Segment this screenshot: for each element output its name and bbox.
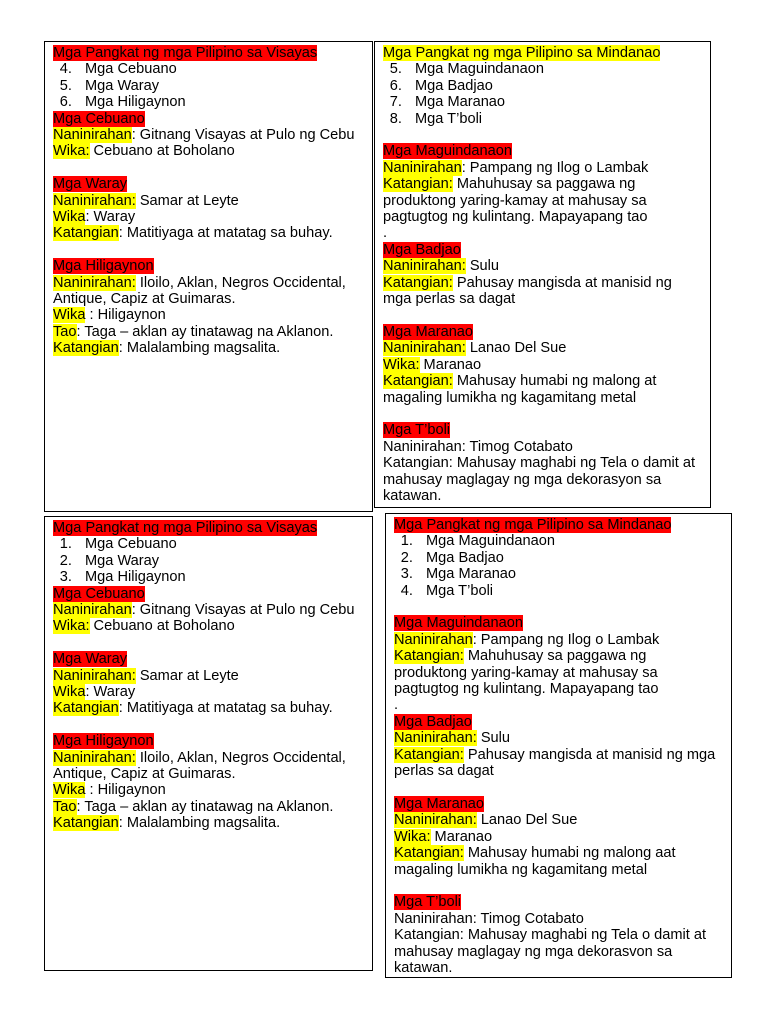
label-naninirahan: Naninirahan xyxy=(394,631,473,648)
list-item: 2. Mga Badjao xyxy=(417,550,723,566)
label-wika: Wika xyxy=(53,307,86,324)
value-naninirahan: Samar at Leyte xyxy=(135,192,239,209)
list-item: 6. Mga Badjao xyxy=(406,78,702,94)
list-item: 4. Mga Cebuano xyxy=(76,61,364,77)
section-heading-waray: Mga Waray xyxy=(53,651,128,668)
field-naninirahan xyxy=(53,275,364,308)
label-katangian: Katangian xyxy=(53,340,119,357)
value-wika: : Hiligaynon xyxy=(85,307,166,324)
label-katangian: Katangian xyxy=(53,700,119,717)
section-heading-maguindanaon: Mga Maguindanaon xyxy=(394,615,524,632)
value-naninirahan: Samar at Leyte xyxy=(135,667,239,684)
value-wika: Maranao xyxy=(419,356,482,373)
field-wika xyxy=(53,782,364,798)
value-naninirahan: Lanao Del Sue xyxy=(465,340,567,357)
label-katangian: Katangian: xyxy=(394,648,464,665)
label-naninirahan: Naninirahan: xyxy=(383,258,466,275)
value-naninirahan: Sulu xyxy=(465,258,500,275)
value-tao: : Taga – aklan ay tinatawag na Aklanon. xyxy=(76,323,334,340)
card-title: Mga Pangkat ng mga Pilipino sa Mindanao xyxy=(383,45,661,61)
group-list xyxy=(394,533,723,599)
card-title: Mga Pangkat ng mga Pilipino sa Visayas xyxy=(53,520,318,536)
field-wika xyxy=(394,829,723,845)
field-naninirahan xyxy=(394,812,723,828)
label-katangian: Katangian: xyxy=(383,274,453,291)
label-naninirahan: Naninirahan: xyxy=(383,340,466,357)
value-katangian: : Matitiyaga at matatag sa buhay. xyxy=(118,700,333,717)
field-katangian xyxy=(53,225,364,241)
value-naninirahan: : Gitnang Visayas at Pulo ng Cebu xyxy=(131,602,355,619)
label-katangian: Katangian: xyxy=(383,373,453,390)
list-item: 1. Mga Maguindanaon xyxy=(417,533,723,549)
section-heading-maranao: Mga Maranao xyxy=(383,323,474,340)
field-naninirahan xyxy=(53,127,364,143)
list-item: 8. Mga T’boli xyxy=(406,111,702,127)
value-wika: Cebuano at Boholano xyxy=(89,618,235,635)
value-wika: Cebuano at Boholano xyxy=(89,143,235,160)
list-item: 5. Mga Maguindanaon xyxy=(406,61,702,77)
field-wika xyxy=(383,357,702,373)
label-wika: Wika: xyxy=(394,828,431,845)
label-naninirahan: Naninirahan: xyxy=(394,730,477,747)
group-list xyxy=(53,536,364,585)
label-naninirahan: Naninirahan: xyxy=(53,667,136,684)
label-wika: Wika xyxy=(53,782,86,799)
field-naninirahan xyxy=(383,258,702,274)
field-katangian xyxy=(394,648,723,697)
value-wika: : Waray xyxy=(85,684,136,701)
card-title: Mga Pangkat ng mga Pilipino sa Visayas xyxy=(53,45,318,61)
label-wika: Wika xyxy=(53,209,86,226)
list-item: 1. Mga Cebuano xyxy=(76,536,364,552)
field-katangian: Katangian: Mahusay maghabi ng Tela o damit at mahusay maglagay ng mga dekorasvon sa katawan. xyxy=(394,927,707,976)
field-katangian xyxy=(53,815,364,831)
section-heading-cebuano: Mga Cebuano xyxy=(53,585,145,602)
mindanao-card-bottom xyxy=(385,513,732,978)
value-katangian: Pahusay mangisda at manisid ng mga perlas sa dagat xyxy=(394,746,716,780)
label-tao: Tao xyxy=(53,323,77,340)
value-naninirahan: : Pampang ng Ilog o Lambak xyxy=(461,159,649,176)
list-item: 7. Mga Maranao xyxy=(406,94,702,110)
field-katangian xyxy=(394,747,723,780)
section-heading-maranao: Mga Maranao xyxy=(394,795,485,812)
section-heading-waray: Mga Waray xyxy=(53,176,128,193)
field-tao xyxy=(53,324,364,340)
field-naninirahan: Naninirahan: Timog Cotabato xyxy=(383,438,573,455)
value-katangian: : Malalambing magsalita. xyxy=(118,340,281,357)
group-list xyxy=(383,61,702,127)
label-naninirahan: Naninirahan xyxy=(383,159,462,176)
list-item: 5. Mga Waray xyxy=(76,78,364,94)
mindanao-card-top xyxy=(374,41,711,508)
value-naninirahan: : Gitnang Visayas at Pulo ng Cebu xyxy=(131,127,355,144)
list-item: 4. Mga T’boli xyxy=(417,583,723,599)
label-naninirahan: Naninirahan xyxy=(53,127,132,144)
field-naninirahan xyxy=(394,632,723,648)
field-katangian xyxy=(383,373,702,406)
section-heading-hiligaynon: Mga Hiligaynon xyxy=(53,733,154,750)
value-naninirahan: Iloilo, Aklan, Negros Occidental, Antique, Capiz at Guimaras. xyxy=(53,749,346,783)
field-naninirahan: Naninirahan: Timog Cotabato xyxy=(394,910,584,927)
label-naninirahan: Naninirahan xyxy=(53,602,132,619)
field-katangian xyxy=(53,340,364,356)
field-katangian xyxy=(383,275,702,308)
value-katangian: Mahuhusay sa paggawa ng produktong yaring-kamay at mahusay sa pagtugtog ng kulintang. Mapayapang tao xyxy=(383,176,648,226)
field-wika xyxy=(53,684,364,700)
field-naninirahan xyxy=(53,602,364,618)
section-heading-maguindanaon: Mga Maguindanaon xyxy=(383,143,513,160)
field-wika xyxy=(53,618,364,634)
field-wika xyxy=(53,209,364,225)
value-wika: : Hiligaynon xyxy=(85,782,166,799)
value-katangian: Mahuhusay sa paggawa ng produktong yaring-kamay at mahusay sa pagtugtog ng kulintang. Mapayapang tao xyxy=(394,648,659,698)
field-wika xyxy=(53,307,364,323)
value-naninirahan: Lanao Del Sue xyxy=(476,812,578,829)
label-naninirahan: Naninirahan: xyxy=(53,274,136,291)
value-katangian: : Matitiyaga at matatag sa buhay. xyxy=(118,225,333,242)
label-naninirahan: Naninirahan: xyxy=(53,192,136,209)
trailing-dot: . xyxy=(383,225,388,242)
field-katangian: Katangian: Mahusay maghabi ng Tela o damit at mahusay maglagay ng mga dekorasyon sa katawan. xyxy=(383,455,696,504)
value-naninirahan: Iloilo, Aklan, Negros Occidental, Antique, Capiz at Guimaras. xyxy=(53,274,346,308)
value-wika: : Waray xyxy=(85,209,136,226)
label-wika: Wika: xyxy=(53,143,90,160)
field-naninirahan xyxy=(383,340,702,356)
value-naninirahan: : Pampang ng Ilog o Lambak xyxy=(472,631,660,648)
field-tao xyxy=(53,799,364,815)
field-naninirahan xyxy=(53,668,364,684)
section-heading-tboli: Mga T’boli xyxy=(394,894,462,911)
section-heading-hiligaynon: Mga Hiligaynon xyxy=(53,258,154,275)
value-wika: Maranao xyxy=(430,828,493,845)
label-katangian: Katangian xyxy=(53,815,119,832)
value-katangian: Pahusay mangisda at manisid ng mga perlas sa dagat xyxy=(383,274,672,308)
label-wika: Wika xyxy=(53,684,86,701)
label-katangian: Katangian: xyxy=(394,746,464,763)
value-katangian: Mahusay humabi ng malong aat magaling lumikha ng kagamitang metal xyxy=(394,845,676,878)
label-katangian: Katangian: xyxy=(394,845,464,862)
value-katangian: : Malalambing magsalita. xyxy=(118,815,281,832)
label-katangian: Katangian xyxy=(53,225,119,242)
section-heading-cebuano: Mga Cebuano xyxy=(53,110,145,127)
label-wika: Wika: xyxy=(383,356,420,373)
field-naninirahan xyxy=(394,730,723,746)
field-katangian xyxy=(383,176,702,225)
field-katangian xyxy=(53,700,364,716)
section-heading-tboli: Mga T’boli xyxy=(383,422,451,439)
label-naninirahan: Naninirahan: xyxy=(53,749,136,766)
list-item: 2. Mga Waray xyxy=(76,553,364,569)
section-heading-badjao: Mga Badjao xyxy=(383,241,461,258)
section-heading-badjao: Mga Badjao xyxy=(394,713,472,730)
card-title: Mga Pangkat ng mga Pilipino sa Mindanao xyxy=(394,517,672,533)
field-katangian xyxy=(394,845,723,878)
value-katangian: Mahusay humabi ng malong at magaling lumikha ng kagamitang metal xyxy=(383,373,657,406)
list-item: 6. Mga Hiligaynon xyxy=(76,94,364,110)
label-katangian: Katangian: xyxy=(383,176,453,193)
label-tao: Tao xyxy=(53,798,77,815)
group-list xyxy=(53,61,364,110)
field-naninirahan xyxy=(383,160,702,176)
list-item: 3. Mga Maranao xyxy=(417,566,723,582)
label-wika: Wika: xyxy=(53,618,90,635)
visayas-card-bottom xyxy=(44,516,373,971)
list-item: 3. Mga Hiligaynon xyxy=(76,569,364,585)
visayas-card-top xyxy=(44,41,373,512)
field-wika xyxy=(53,143,364,159)
value-tao: : Taga – aklan ay tinatawag na Aklanon. xyxy=(76,798,334,815)
value-naninirahan: Sulu xyxy=(476,730,511,747)
field-naninirahan xyxy=(53,750,364,783)
label-naninirahan: Naninirahan: xyxy=(394,812,477,829)
trailing-dot: . xyxy=(394,697,399,714)
field-naninirahan xyxy=(53,193,364,209)
